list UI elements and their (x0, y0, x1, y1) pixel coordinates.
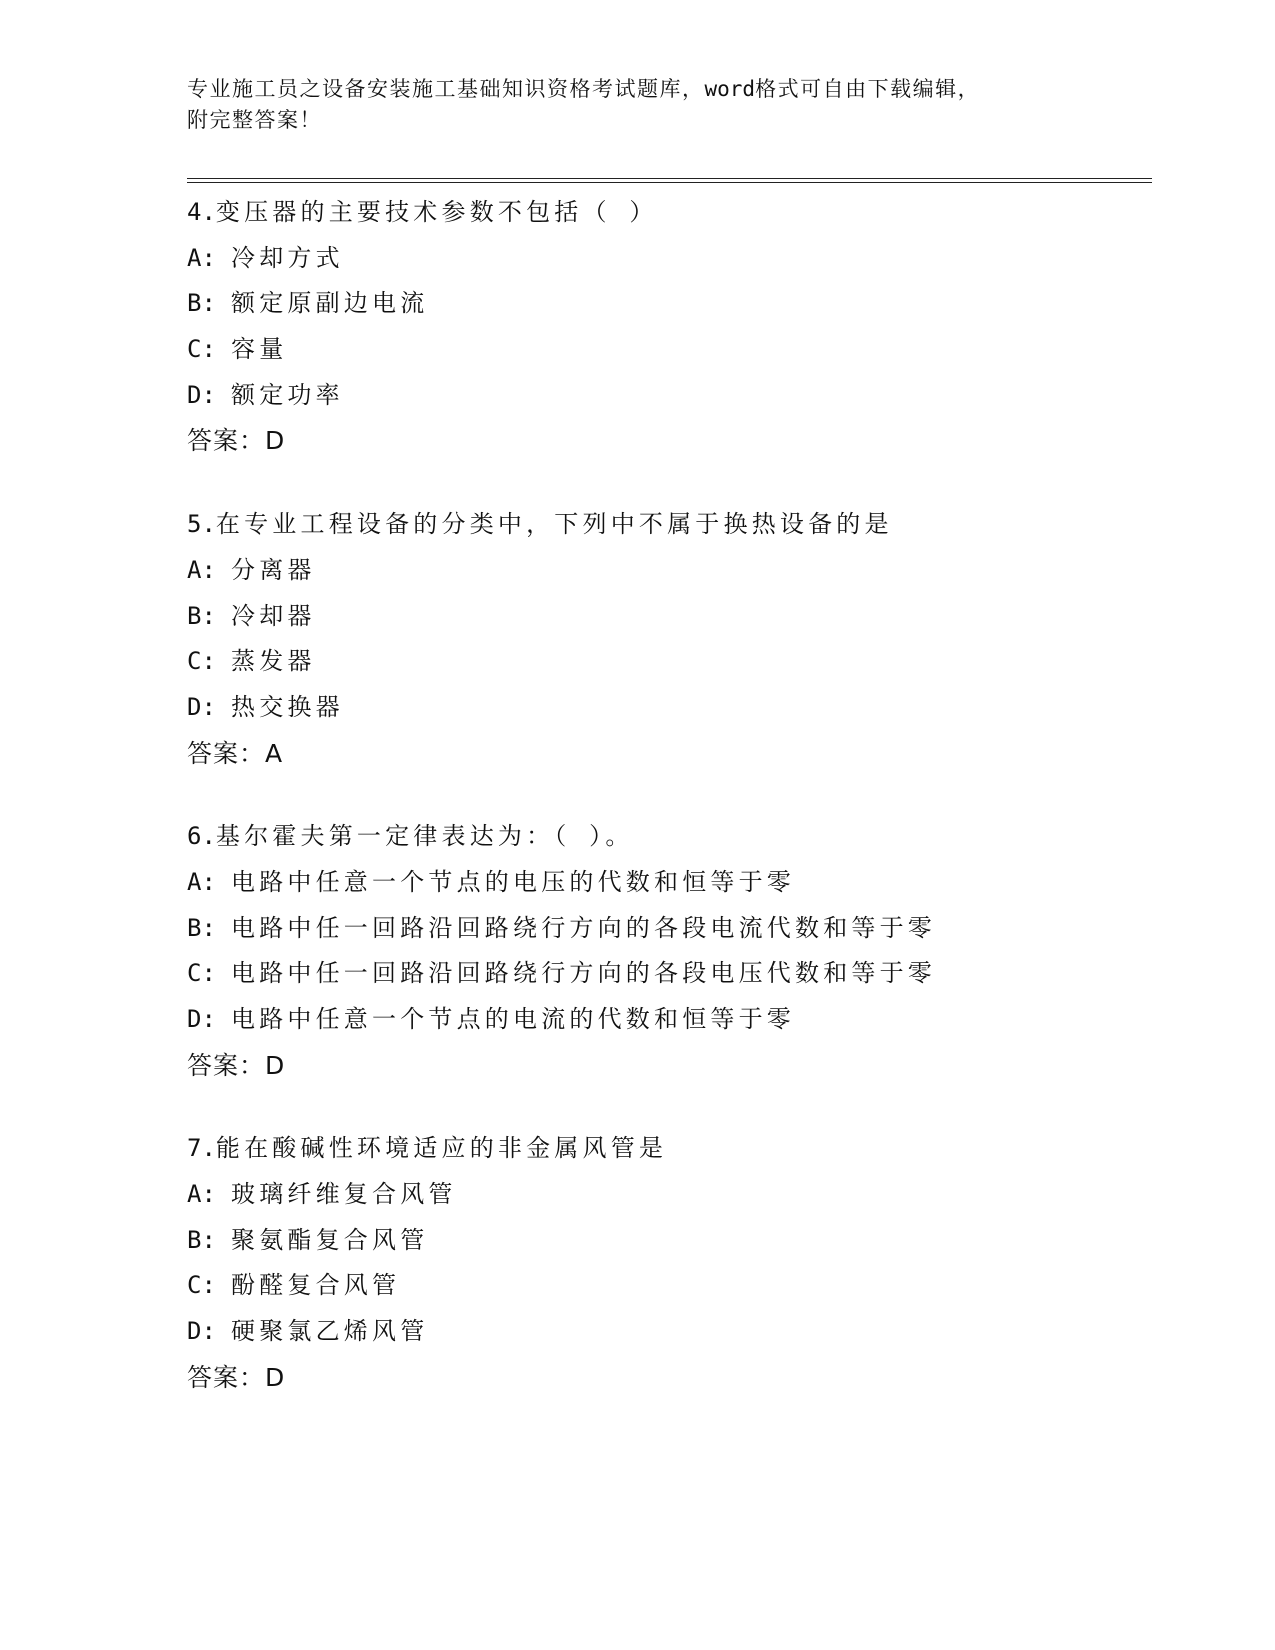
answer-line: 答案：D (187, 1362, 286, 1392)
option-text: 蒸发器 (231, 647, 316, 676)
option-c (187, 639, 1167, 685)
option-d (187, 997, 1167, 1043)
header-divider-top (187, 178, 1152, 179)
option-text: 玻璃纤维复合风管 (231, 1180, 457, 1209)
option-key: D: (187, 1317, 216, 1346)
option-key: A: (187, 555, 216, 584)
option-key: D: (187, 380, 216, 409)
option-key: A: (187, 243, 216, 272)
option-a (187, 860, 1167, 906)
option-text: 冷却方式 (231, 243, 344, 272)
header-line-1 (187, 74, 1087, 105)
document-header (187, 74, 1087, 136)
option-d (187, 685, 1167, 731)
header-divider-bottom (187, 182, 1152, 183)
answer-line: 答案：D (187, 426, 286, 456)
option-key: B: (187, 289, 216, 318)
question-text: 变压器的主要技术参数不包括（ ） (215, 198, 658, 226)
header-title-suffix: 格式可自由下载编辑， (755, 77, 981, 101)
option-b (187, 906, 1167, 952)
option-key: C: (187, 1271, 216, 1300)
question-text: 基尔霍夫第一定律表达为：（ ）。 (215, 822, 634, 851)
option-key: C: (187, 335, 216, 364)
answer-line: 答案：D (187, 1050, 286, 1080)
option-key: A: (187, 1180, 216, 1209)
option-text: 额定原副边电流 (231, 289, 429, 318)
option-key: B: (187, 601, 216, 630)
question-text: 能在酸碱性环境适应的非金属风管是 (215, 1134, 668, 1163)
option-c (187, 327, 1167, 373)
option-b (187, 594, 1167, 640)
option-d (187, 1309, 1167, 1355)
question-number: 5. (187, 510, 216, 539)
header-title-prefix: 专业施工员之设备安装施工基础知识资格考试题库， (187, 77, 705, 101)
question-stem (187, 814, 1167, 860)
option-a (187, 548, 1167, 594)
option-text: 酚醛复合风管 (231, 1271, 401, 1300)
option-b (187, 281, 1167, 327)
option-text: 电路中任一回路沿回路绕行方向的各段电压代数和等于零 (231, 959, 936, 988)
question-list (187, 190, 1167, 1439)
option-c (187, 951, 1167, 997)
question-7 (187, 1126, 1167, 1400)
answer-line: 答案：A (187, 738, 284, 768)
option-text: 冷却器 (231, 601, 316, 630)
option-b (187, 1218, 1167, 1264)
option-text: 额定功率 (231, 380, 344, 409)
question-stem (187, 502, 1167, 548)
option-key: B: (187, 913, 216, 942)
header-word-text: word (704, 77, 756, 101)
option-key: C: (187, 959, 216, 988)
question-5 (187, 502, 1167, 776)
option-key: C: (187, 647, 216, 676)
option-text: 分离器 (231, 555, 316, 584)
option-text: 电路中任意一个节点的电流的代数和恒等于零 (231, 1005, 795, 1033)
option-key: B: (187, 1225, 216, 1254)
question-stem (187, 190, 1167, 236)
option-a (187, 236, 1167, 282)
option-text: 聚氨酯复合风管 (231, 1225, 429, 1254)
question-number: 7. (187, 1134, 216, 1163)
question-6 (187, 814, 1167, 1088)
option-text: 电路中任一回路沿回路绕行方向的各段电流代数和等于零 (231, 913, 936, 942)
option-text: 硬聚氯乙烯风管 (231, 1317, 429, 1346)
question-number: 6. (187, 822, 216, 851)
option-key: D: (187, 1005, 216, 1033)
option-text: 热交换器 (231, 692, 344, 721)
option-key: A: (187, 867, 216, 896)
option-d (187, 373, 1167, 419)
header-line-2: 附完整答案！ (187, 108, 322, 132)
question-4 (187, 190, 1167, 464)
option-text: 电路中任意一个节点的电压的代数和恒等于零 (231, 867, 795, 896)
option-key: D: (187, 692, 216, 721)
question-stem (187, 1126, 1167, 1172)
question-number: 4. (187, 198, 216, 226)
option-a (187, 1172, 1167, 1218)
question-text: 在专业工程设备的分类中，下列中不属于换热设备的是 (215, 510, 893, 539)
option-c (187, 1263, 1167, 1309)
option-text: 容量 (231, 335, 288, 364)
